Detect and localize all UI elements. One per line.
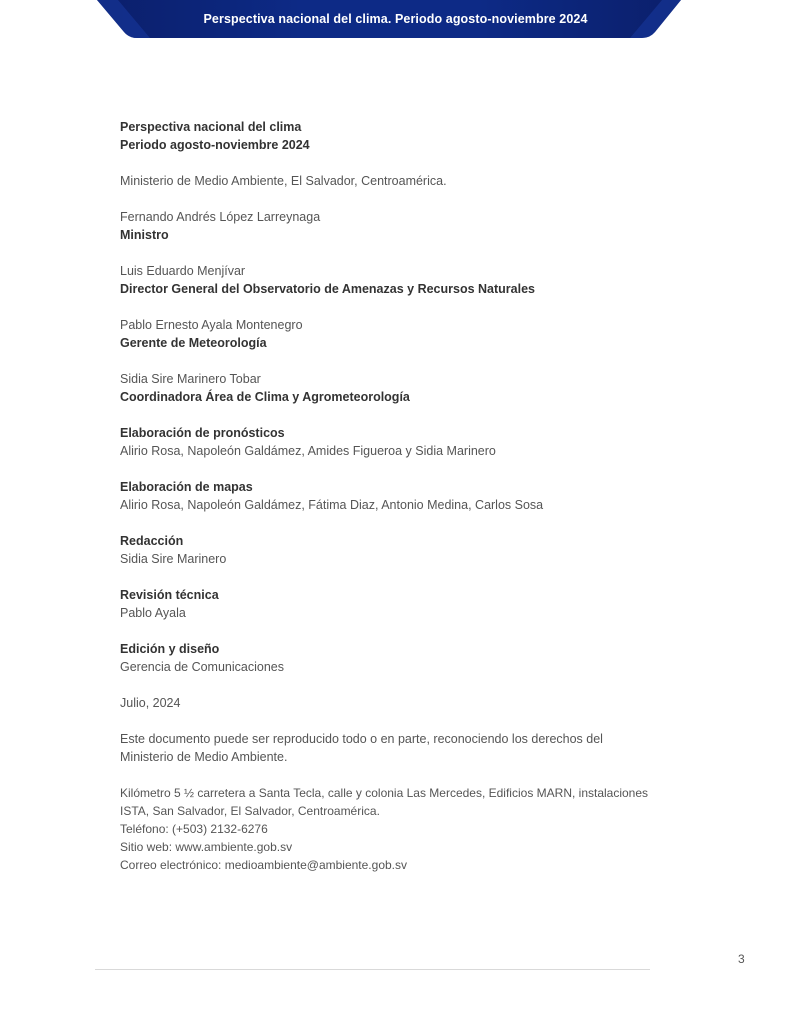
credit-director	[120, 262, 672, 298]
section-forecasts	[120, 424, 672, 460]
footer-divider	[95, 969, 650, 970]
credit-role: Coordinadora Área de Clima y Agrometeorología	[120, 390, 410, 404]
address-line2: ISTA, San Salvador, El Salvador, Centroamérica.	[120, 804, 380, 818]
section-heading: Edición y diseño	[120, 642, 220, 656]
rights-notice	[120, 730, 672, 766]
section-text: Alirio Rosa, Napoleón Galdámez, Fátima Diaz, Antonio Medina, Carlos Sosa	[120, 498, 544, 512]
section-text: Alirio Rosa, Napoleón Galdámez, Amides Figueroa y Sidia Marinero	[120, 444, 496, 458]
section-design	[120, 640, 672, 676]
date-text: Julio, 2024	[120, 696, 181, 710]
institution-text: Ministerio de Medio Ambiente, El Salvador, Centroamérica.	[120, 174, 447, 188]
document-body	[120, 118, 672, 874]
credit-name: Sidia Sire Marinero Tobar	[120, 372, 261, 386]
address-line1: Kilómetro 5 ½ carretera a Santa Tecla, calle y colonia Las Mercedes, Edificios MARN, instalaciones	[120, 786, 649, 800]
institution	[120, 172, 672, 190]
section-heading: Elaboración de pronósticos	[120, 426, 285, 440]
credit-name: Fernando Andrés López Larreynaga	[120, 210, 321, 224]
credit-manager	[120, 316, 672, 352]
credit-role: Director General del Observatorio de Amenazas y Recursos Naturales	[120, 282, 535, 296]
section-maps	[120, 478, 672, 514]
document-title	[120, 118, 672, 154]
contact-info	[120, 784, 672, 874]
credit-minister	[120, 208, 672, 244]
credit-name: Pablo Ernesto Ayala Montenegro	[120, 318, 303, 332]
section-text: Gerencia de Comunicaciones	[120, 660, 284, 674]
document-title-line2: Periodo agosto-noviembre 2024	[120, 138, 310, 152]
phone-text: Teléfono: (+503) 2132-6276	[120, 822, 268, 836]
rights-line1: Este documento puede ser reproducido todo o en parte, reconociendo los derechos del	[120, 732, 603, 746]
page-number: 3	[738, 952, 745, 966]
header-banner	[0, 0, 791, 38]
credit-role: Ministro	[120, 228, 169, 242]
rights-line2: Ministerio de Medio Ambiente.	[120, 750, 288, 764]
section-heading: Elaboración de mapas	[120, 480, 253, 494]
section-review	[120, 586, 672, 622]
email-text: Correo electrónico: medioambiente@ambiente.gob.sv	[120, 858, 407, 872]
website-text: Sitio web: www.ambiente.gob.sv	[120, 840, 293, 854]
section-text: Sidia Sire Marinero	[120, 552, 227, 566]
credit-coordinator	[120, 370, 672, 406]
header-title: Perspectiva nacional del clima. Periodo agosto-noviembre 2024	[203, 12, 588, 26]
document-title-line1: Perspectiva nacional del clima	[120, 120, 302, 134]
publication-date	[120, 694, 672, 712]
section-heading: Redacción	[120, 534, 184, 548]
credit-role: Gerente de Meteorología	[120, 336, 267, 350]
section-text: Pablo Ayala	[120, 606, 186, 620]
section-writing	[120, 532, 672, 568]
credit-name: Luis Eduardo Menjívar	[120, 264, 246, 278]
section-heading: Revisión técnica	[120, 588, 219, 602]
